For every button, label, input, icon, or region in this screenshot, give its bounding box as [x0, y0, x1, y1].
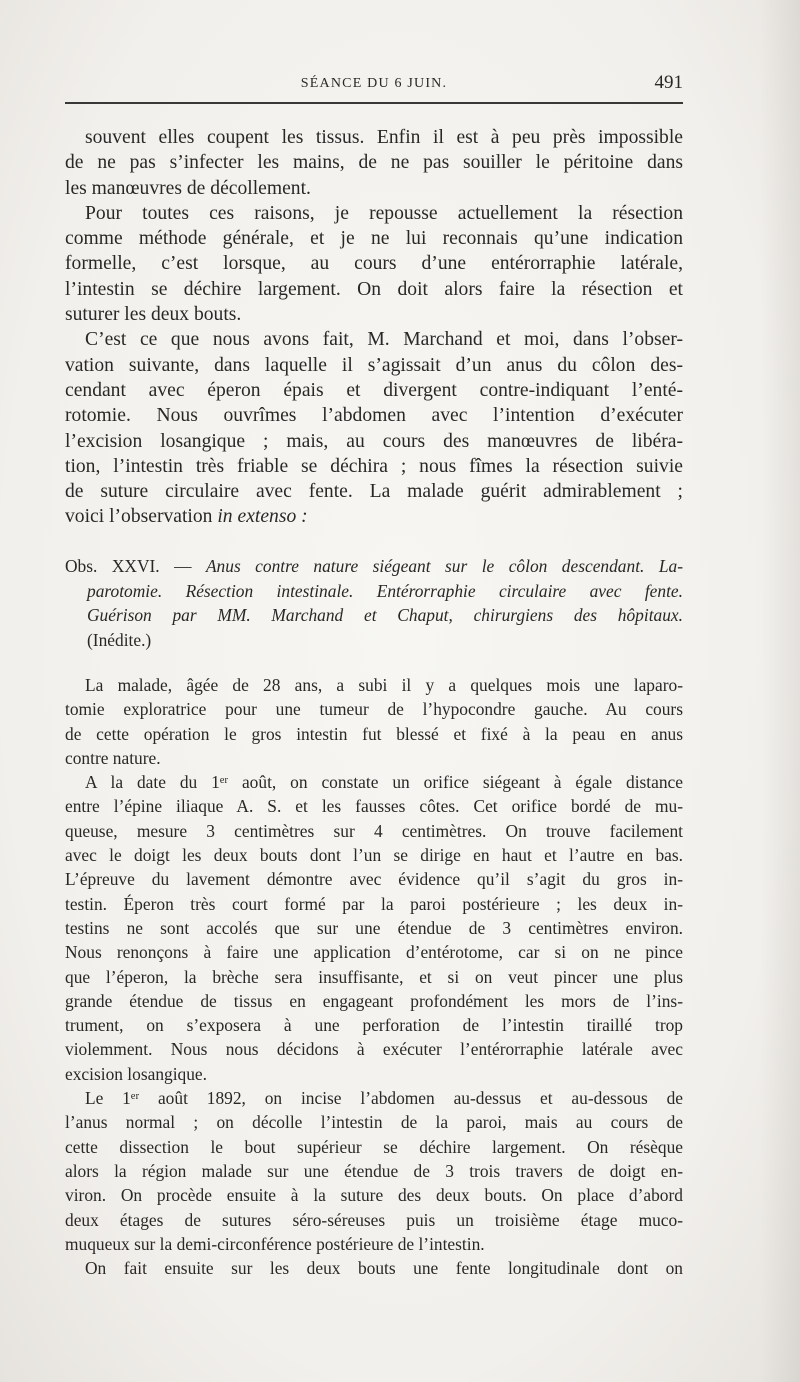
text-line-content: Nous renonçons à faire une application d’entérotome, car si on ne pince — [65, 942, 683, 963]
text-line — [65, 1110, 683, 1134]
text-line-content: de ne pas s’infecter les mains, de ne pas souiller le péritoine dans — [65, 152, 683, 174]
text-line-content: avec le doigt les deux bouts dont l’un se dirige en haut et l’autre en bas. — [65, 845, 683, 866]
header-rule — [65, 102, 683, 104]
text-line — [65, 403, 683, 428]
text-line — [65, 1135, 683, 1159]
text-line — [65, 697, 683, 721]
text-line — [65, 251, 683, 276]
text-line-content: La malade, âgée de 28 ans, a subi il y a quelques mois une laparo- — [85, 675, 683, 695]
text-line — [65, 125, 683, 150]
text-line — [65, 843, 683, 867]
text-line — [65, 989, 683, 1013]
text-line — [65, 479, 683, 504]
main-text — [65, 125, 683, 530]
text-line-content: souvent elles coupent les tissus. Enfin il est à peu près impossible — [85, 127, 683, 148]
text-line — [65, 892, 683, 916]
text-line — [65, 454, 683, 479]
text-line-content: alors la région malade sur une étendue de 3 trois travers de doigt en- — [65, 1160, 683, 1181]
text-line — [65, 867, 683, 891]
text-line — [65, 673, 683, 697]
text-line-content: C’est ce que nous avons fait, M. Marchand et moi, dans l’obser- — [85, 329, 683, 351]
text-line — [65, 1037, 683, 1061]
text-line-content: l’intestin se déchire largement. On doit alors faire la résection et — [65, 278, 683, 300]
text-line — [65, 819, 683, 843]
text-line — [65, 1013, 683, 1037]
text-line — [65, 176, 683, 201]
text-line — [65, 353, 683, 378]
text-line-content: les manœuvres de décollement. — [65, 177, 311, 199]
text-line-content: l’excision losangique ; mais, au cours des manœuvres de libéra- — [65, 430, 683, 452]
text-line — [65, 302, 683, 327]
text-line — [65, 378, 683, 403]
text-line-content: entre l’épine iliaque A. S. et les fausses côtes. Cet orifice bordé de mu- — [65, 796, 683, 817]
text-line — [65, 965, 683, 989]
observation-body — [65, 673, 683, 1280]
observation-title-line: parotomie. Résection intestinale. Entérorraphie circulaire avec fente. — [87, 580, 683, 601]
text-line-content: comme méthode générale, et je ne lui reconnais qu’une indication — [65, 228, 683, 250]
text-line — [65, 201, 683, 226]
text-line-content: testins ne sont accolés que sur une étendue de 3 centimètres environ. — [65, 917, 683, 938]
text-line-content: testin. Éperon très court formé par la paroi postérieure ; les deux in- — [65, 893, 683, 914]
text-line-content: A la date du 1ᵉʳ août, on constate un orifice siégeant à égale distance — [85, 772, 683, 793]
text-line — [65, 916, 683, 940]
text-line-content: cendant avec éperon épais et divergent contre-indiquant l’enté- — [65, 379, 683, 401]
text-line — [65, 277, 683, 302]
text-line — [65, 327, 683, 352]
text-line — [65, 1159, 683, 1183]
observation-title: Anus contre nature siégeant sur le côlon descendant. La- — [205, 556, 683, 576]
text-line-content: Pour toutes ces raisons, je repousse actuellement la résection — [85, 202, 683, 224]
text-line — [65, 722, 683, 746]
text-line-content: vation suivante, dans laquelle il s’agissait d’un anus du côlon des- — [65, 354, 683, 376]
text-line-content: deux étages de sutures séro-séreuses puis un troisième étage muco- — [65, 1209, 683, 1230]
text-line — [65, 746, 683, 770]
text-line — [65, 226, 683, 251]
text-line — [65, 1183, 683, 1207]
text-line-content: excision losangique. — [65, 1063, 207, 1084]
text-line-content: Le 1ᵉʳ août 1892, on incise l’abdomen au-dessus et au-dessous de — [85, 1088, 683, 1109]
text-line — [65, 1086, 683, 1110]
text-line — [65, 770, 683, 794]
observation-label: Obs. XXVI. — — [65, 556, 206, 576]
observation-title-line — [65, 554, 683, 579]
text-line-content: violemment. Nous nous décidons à exécuter l’entérorraphie latérale avec — [65, 1039, 683, 1060]
text-line — [65, 429, 683, 454]
text-line-content: suturer les deux bouts. — [65, 304, 242, 326]
text-line — [65, 940, 683, 964]
italic-phrase: in extenso : — [217, 506, 308, 528]
text-line — [65, 1062, 683, 1086]
observation-heading — [65, 554, 683, 652]
text-line — [65, 1208, 683, 1232]
text-line — [65, 504, 683, 529]
observation-note: (Inédite.) — [87, 629, 152, 650]
page-header — [65, 72, 683, 96]
text-line-content: de suture circulaire avec fente. La malade guérit admirablement ; — [65, 481, 683, 503]
text-line-content: formelle, c’est lorsque, au cours d’une entérorraphie latérale, — [65, 253, 683, 275]
text-line — [65, 1256, 683, 1280]
text-line-content: contre nature. — [65, 747, 161, 768]
text-line-content: tion, l’intestin très friable se déchira ; nous fîmes la résection suivie — [65, 455, 683, 477]
page-edge-shadow — [760, 0, 800, 1382]
text-line-content: tomie exploratrice pour une tumeur de l’hypocondre gauche. Au cours — [65, 699, 683, 720]
text-line-content: On fait ensuite sur les deux bouts une fente longitudinale dont on — [85, 1258, 683, 1279]
observation-title-line: Guérison par MM. Marchand et Chaput, chirurgiens des hôpitaux. — [87, 605, 683, 626]
text-line — [65, 794, 683, 818]
text-line-content: viron. On procède ensuite à la suture des deux bouts. On place d’abord — [65, 1185, 683, 1206]
text-line-content: rotomie. Nous ouvrîmes l’abdomen avec l’intention d’exécuter — [65, 405, 683, 427]
text-line-content: muqueux sur la demi-circonférence postérieure de l’intestin. — [65, 1233, 485, 1254]
text-line-content: l’anus normal ; on décolle l’intestin de la paroi, mais au cours de — [65, 1112, 683, 1133]
text-line-content: cette dissection le bout supérieur se déchire largement. On résèque — [65, 1136, 683, 1157]
text-line-content: trument, on s’exposera à une perforation de l’intestin tiraillé trop — [65, 1015, 683, 1036]
page-number: 491 — [654, 72, 683, 93]
running-title: SÉANCE DU 6 JUIN. — [300, 76, 448, 91]
text-line-content: voici l’observation — [65, 506, 218, 528]
text-line-content: de cette opération le gros intestin fut blessé et fixé à la peau en anus — [65, 723, 683, 744]
text-line-content: queuse, mesure 3 centimètres sur 4 centimètres. On trouve facilement — [65, 820, 683, 841]
text-line — [65, 150, 683, 175]
text-line-content: L’épreuve du lavement démontre avec évidence qu’il s’agit du gros in- — [65, 869, 683, 890]
text-line-content: grande étendue de tissus en engageant profondément les mors de l’ins- — [65, 990, 683, 1011]
text-line-content: que l’éperon, la brèche sera insuffisante, et si on veut pincer une plus — [65, 966, 683, 987]
text-line — [65, 1232, 683, 1256]
